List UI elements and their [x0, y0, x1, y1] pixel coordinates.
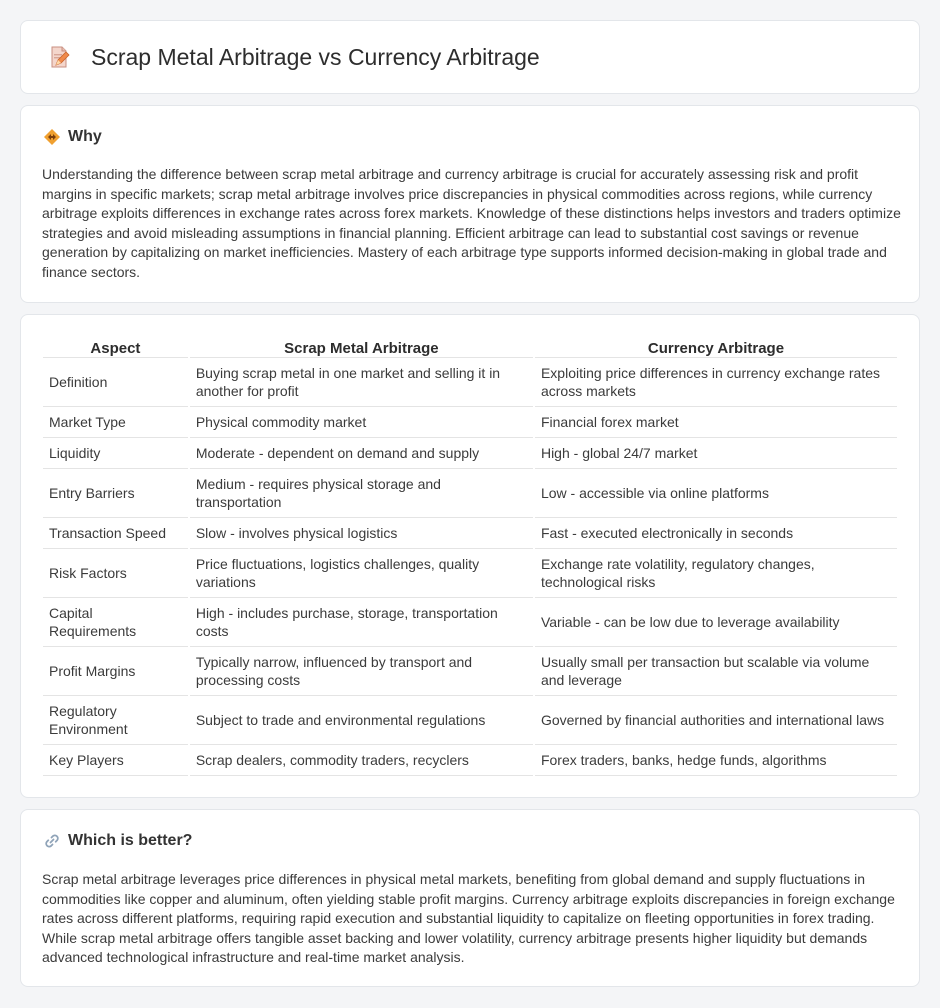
row-scrap-metal: High - includes purchase, storage, transportation costs [190, 598, 533, 647]
row-aspect: Risk Factors [43, 549, 188, 598]
comparison-table [41, 336, 899, 776]
link-icon [43, 832, 61, 850]
row-scrap-metal: Physical commodity market [190, 407, 533, 438]
row-scrap-metal: Subject to trade and environmental regulations [190, 696, 533, 745]
row-currency: Forex traders, banks, hedge funds, algorithms [535, 745, 897, 776]
row-aspect: Profit Margins [43, 647, 188, 696]
why-section [20, 105, 920, 303]
table-row [43, 358, 897, 407]
row-currency: Fast - executed electronically in seconds [535, 518, 897, 549]
comparison-table-card [20, 314, 920, 798]
row-scrap-metal: Buying scrap metal in one market and selling it in another for profit [190, 358, 533, 407]
row-aspect: Liquidity [43, 438, 188, 469]
which-is-better-section [20, 809, 920, 987]
table-row [43, 469, 897, 518]
table-row [43, 745, 897, 776]
title-card [20, 20, 920, 94]
row-aspect: Entry Barriers [43, 469, 188, 518]
document-pencil-icon [47, 45, 71, 69]
page-title: Scrap Metal Arbitrage vs Currency Arbitrage [91, 43, 540, 70]
row-currency: Exploiting price differences in currency exchange rates across markets [535, 358, 897, 407]
table-row [43, 518, 897, 549]
better-heading: Which is better? [68, 832, 193, 849]
row-aspect: Transaction Speed [43, 518, 188, 549]
row-scrap-metal: Price fluctuations, logistics challenges, quality variations [190, 549, 533, 598]
table-row [43, 438, 897, 469]
row-scrap-metal: Slow - involves physical logistics [190, 518, 533, 549]
row-aspect: Definition [43, 358, 188, 407]
better-text: Scrap metal arbitrage leverages price differences in physical metal markets, benefiting from global demand and supply fluctuations in commodities like copper and aluminum, often yielding stable profit margins. Currency arbitrage exploits discrepancies in foreign exchange rates across different platforms, requiring rapid execution and substantial liquidity to capitalize on fleeting opportunities in forex trading. While scrap metal arbitrage offers tangible asset backing and lower volatility, currency arbitrage presents higher liquidity but demands advanced technological infrastructure and real-time market analysis. [42, 871, 895, 965]
diamond-arrows-icon [43, 128, 61, 146]
row-currency: Low - accessible via online platforms [535, 469, 897, 518]
row-aspect: Capital Requirements [43, 598, 188, 647]
row-aspect: Regulatory Environment [43, 696, 188, 745]
row-aspect: Market Type [43, 407, 188, 438]
row-currency: Exchange rate volatility, regulatory changes, technological risks [535, 549, 897, 598]
table-row [43, 647, 897, 696]
row-currency: Variable - can be low due to leverage availability [535, 598, 897, 647]
why-heading: Why [68, 128, 102, 145]
table-row [43, 407, 897, 438]
row-currency: High - global 24/7 market [535, 438, 897, 469]
header-currency: Currency Arbitrage [535, 336, 897, 358]
row-scrap-metal: Typically narrow, influenced by transport and processing costs [190, 647, 533, 696]
table-row [43, 549, 897, 598]
row-currency: Governed by financial authorities and international laws [535, 696, 897, 745]
row-currency: Usually small per transaction but scalable via volume and leverage [535, 647, 897, 696]
row-aspect: Key Players [43, 745, 188, 776]
header-aspect: Aspect [43, 336, 188, 358]
row-scrap-metal: Moderate - dependent on demand and supply [190, 438, 533, 469]
row-currency: Financial forex market [535, 407, 897, 438]
row-scrap-metal: Medium - requires physical storage and transportation [190, 469, 533, 518]
table-row [43, 696, 897, 745]
row-scrap-metal: Scrap dealers, commodity traders, recyclers [190, 745, 533, 776]
why-text: Understanding the difference between scrap metal arbitrage and currency arbitrage is crucial for accurately assessing risk and profit margins in specific markets; scrap metal arbitrage involves price discrepancies in physical commodities across regions, while currency arbitrage exploits differences in exchange rates across forex markets. Knowledge of these distinctions helps investors and traders optimize strategies and avoid misleading assumptions in financial planning. Efficient arbitrage can lead to substantial cost savings or revenue generation by capitalizing on market inefficiencies. Mastery of each arbitrage type supports informed decision-making in global trade and finance sectors. [42, 166, 901, 280]
table-row [43, 598, 897, 647]
table-header-row [43, 336, 897, 358]
header-scrap-metal: Scrap Metal Arbitrage [190, 336, 533, 358]
